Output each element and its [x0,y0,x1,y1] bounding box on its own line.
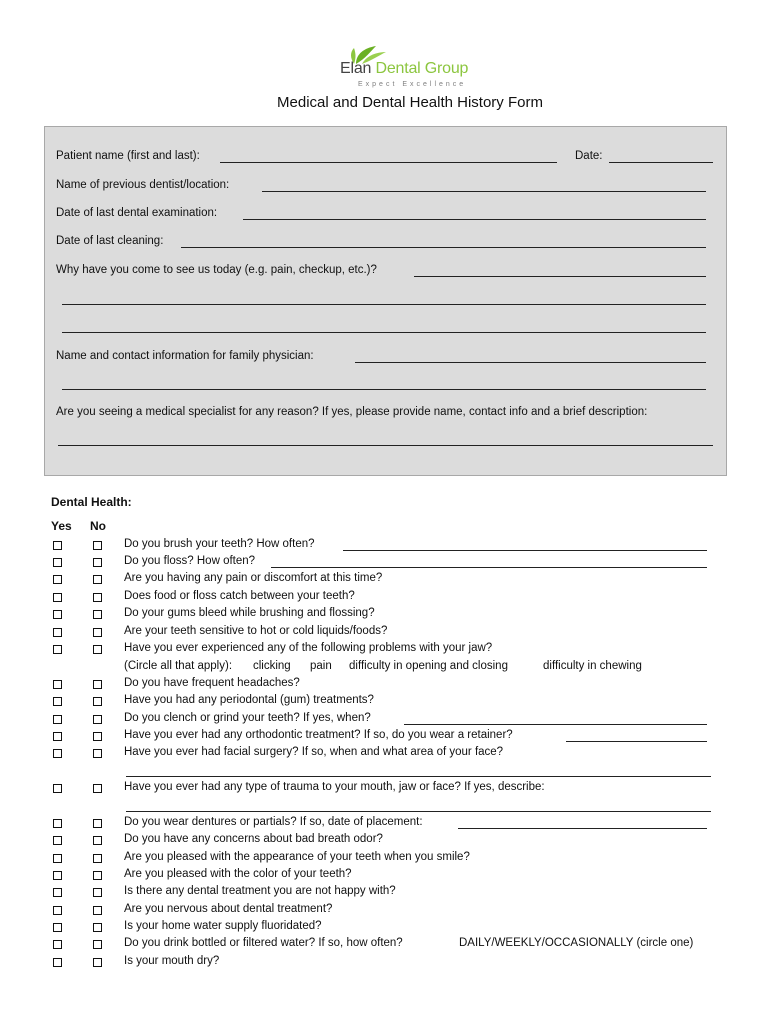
yes-checkbox[interactable] [53,680,62,689]
no-checkbox[interactable] [93,923,102,932]
question-bad-breath: Do you have any concerns about bad breath odor? [124,833,383,845]
jaw-option-opening-closing[interactable]: difficulty in opening and closing [349,660,508,672]
no-checkbox[interactable] [93,715,102,724]
family-physician-label: Name and contact information for family physician: [56,350,314,362]
yes-checkbox[interactable] [53,628,62,637]
previous-dentist-label: Name of previous dentist/location: [56,179,230,191]
question-facial-surgery: Have you ever had facial surgery? If so, when and what area of your face? [124,746,504,758]
no-checkbox[interactable] [93,836,102,845]
yes-checkbox[interactable] [53,906,62,915]
no-checkbox[interactable] [93,940,102,949]
yes-checkbox[interactable] [53,732,62,741]
question-mouth-dry: Is your mouth dry? [124,955,220,967]
yes-checkbox[interactable] [53,593,62,602]
last-cleaning-label: Date of last cleaning: [56,235,164,247]
question-nervous: Are you nervous about dental treatment? [124,903,333,915]
yes-checkbox[interactable] [53,697,62,706]
brand-second: Dental Group [375,60,469,77]
yes-checkbox[interactable] [53,558,62,567]
trauma-field[interactable] [126,811,711,812]
floss-frequency-field[interactable] [271,567,707,568]
no-checkbox[interactable] [93,871,102,880]
brand-first: Elan [340,60,372,77]
question-food-catch: Does food or floss catch between your teeth? [124,590,355,602]
last-exam-label: Date of last dental examination: [56,207,218,219]
date-label: Date: [575,150,603,162]
brush-frequency-field[interactable] [343,550,707,551]
no-checkbox[interactable] [93,593,102,602]
yes-checkbox[interactable] [53,645,62,654]
no-checkbox[interactable] [93,819,102,828]
no-checkbox[interactable] [93,784,102,793]
yes-checkbox[interactable] [53,819,62,828]
yes-checkbox[interactable] [53,923,62,932]
jaw-circle-instruction: (Circle all that apply): [124,660,233,672]
no-checkbox[interactable] [93,541,102,550]
no-checkbox[interactable] [93,888,102,897]
question-sensitive: Are your teeth sensitive to hot or cold liquids/foods? [124,625,388,637]
question-unhappy-treatment: Is there any dental treatment you are not happy with? [124,885,396,897]
question-fluoridated: Is your home water supply fluoridated? [124,920,322,932]
no-column-header: No [90,519,106,533]
question-bottled-water: Do you drink bottled or filtered water? If so, how often? [124,937,403,949]
brand-tagline: Expect Excellence [358,81,467,88]
no-checkbox[interactable] [93,749,102,758]
question-floss: Do you floss? How often? [124,555,256,567]
no-checkbox[interactable] [93,958,102,967]
jaw-option-pain[interactable]: pain [310,660,332,672]
question-headaches: Do you have frequent headaches? [124,677,300,689]
yes-checkbox[interactable] [53,958,62,967]
company-logo [338,44,488,94]
brand-name [340,60,468,78]
patient-name-label: Patient name (first and last): [56,150,200,162]
question-pain: Are you having any pain or discomfort at this time? [124,572,383,584]
question-brush: Do you brush your teeth? How often? [124,538,315,550]
jaw-option-chewing[interactable]: difficulty in chewing [543,660,642,672]
no-checkbox[interactable] [93,575,102,584]
question-clench-grind: Do you clench or grind your teeth? If yes, when? [124,712,371,724]
yes-checkbox[interactable] [53,888,62,897]
reason-field-line-3[interactable] [62,332,706,333]
facial-surgery-field[interactable] [126,776,711,777]
patient-name-field[interactable] [220,162,557,163]
yes-checkbox[interactable] [53,715,62,724]
question-dentures: Do you wear dentures or partials? If so, date of placement: [124,816,423,828]
last-cleaning-field[interactable] [181,247,706,248]
question-teeth-color: Are you pleased with the color of your teeth? [124,868,352,880]
clench-when-field[interactable] [404,724,707,725]
yes-checkbox[interactable] [53,541,62,550]
no-checkbox[interactable] [93,628,102,637]
question-periodontal: Have you had any periodontal (gum) treatments? [124,694,374,706]
previous-dentist-field[interactable] [262,191,706,192]
yes-checkbox[interactable] [53,836,62,845]
dental-health-heading: Dental Health: [51,495,132,509]
yes-checkbox[interactable] [53,575,62,584]
date-field[interactable] [609,162,713,163]
specialist-field[interactable] [58,445,713,446]
water-frequency-options[interactable]: DAILY/WEEKLY/OCCASIONALLY (circle one) [459,937,694,949]
yes-checkbox[interactable] [53,784,62,793]
no-checkbox[interactable] [93,558,102,567]
reason-label: Why have you come to see us today (e.g. pain, checkup, etc.)? [56,264,377,276]
reason-field[interactable] [414,276,706,277]
jaw-option-clicking[interactable]: clicking [253,660,291,672]
question-smile-appearance: Are you pleased with the appearance of your teeth when you smile? [124,851,470,863]
yes-checkbox[interactable] [53,854,62,863]
yes-checkbox[interactable] [53,940,62,949]
question-jaw-problems: Have you ever experienced any of the following problems with your jaw? [124,642,493,654]
family-physician-field-line-2[interactable] [62,389,706,390]
yes-checkbox[interactable] [53,871,62,880]
no-checkbox[interactable] [93,854,102,863]
yes-checkbox[interactable] [53,749,62,758]
question-gums-bleed: Do your gums bleed while brushing and flossing? [124,607,375,619]
dentures-date-field[interactable] [458,828,707,829]
no-checkbox[interactable] [93,645,102,654]
retainer-field[interactable] [566,741,707,742]
no-checkbox[interactable] [93,697,102,706]
no-checkbox[interactable] [93,906,102,915]
no-checkbox[interactable] [93,610,102,619]
no-checkbox[interactable] [93,732,102,741]
yes-column-header: Yes [51,519,72,533]
question-orthodontic: Have you ever had any orthodontic treatment? If so, do you wear a retainer? [124,729,513,741]
no-checkbox[interactable] [93,680,102,689]
yes-checkbox[interactable] [53,610,62,619]
family-physician-field[interactable] [355,362,706,363]
last-exam-field[interactable] [243,219,706,220]
specialist-label: Are you seeing a medical specialist for any reason? If yes, please provide name, contact info and a brief description: [56,406,648,418]
reason-field-line-2[interactable] [62,304,706,305]
form-title: Medical and Dental Health History Form [277,94,543,111]
question-trauma: Have you ever had any type of trauma to your mouth, jaw or face? If yes, describe: [124,781,545,793]
